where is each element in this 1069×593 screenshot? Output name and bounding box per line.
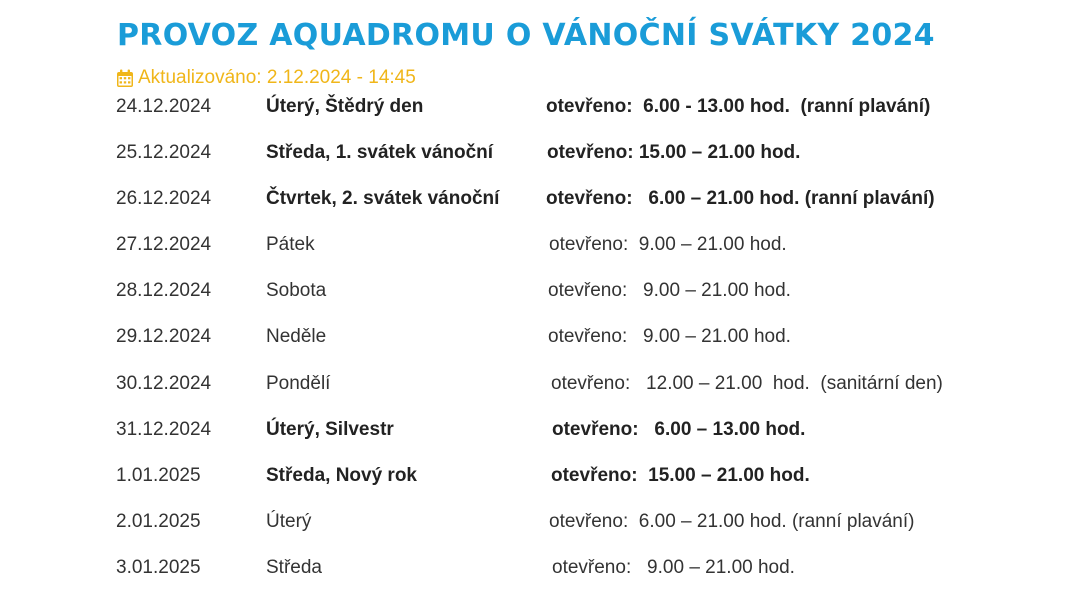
schedule-date: 30.12.2024 bbox=[116, 372, 212, 394]
schedule-row bbox=[0, 499, 1069, 545]
schedule-day: Neděle bbox=[266, 326, 327, 348]
schedule-row bbox=[0, 314, 1069, 360]
schedule-hours: otevřeno: 6.00 – 21.00 hod. (ranní plavání) bbox=[549, 510, 915, 532]
schedule-row bbox=[0, 84, 1069, 130]
schedule-date: 27.12.2024 bbox=[116, 234, 212, 256]
schedule-hours: otevřeno: 15.00 – 21.00 hod. bbox=[547, 142, 801, 164]
schedule-hours: otevřeno: 15.00 – 21.00 hod. bbox=[551, 464, 810, 486]
schedule-day: Středa, 1. svátek vánoční bbox=[266, 142, 494, 164]
schedule-row bbox=[0, 361, 1069, 407]
schedule-day: Pátek bbox=[266, 234, 315, 256]
schedule-day: Úterý, Štědrý den bbox=[266, 96, 424, 117]
schedule-date: 26.12.2024 bbox=[116, 188, 212, 210]
schedule-day: Středa, Nový rok bbox=[266, 464, 417, 486]
schedule-date: 28.12.2024 bbox=[116, 280, 212, 302]
schedule-hours: otevřeno: 9.00 – 21.00 hod. bbox=[549, 234, 787, 256]
schedule-row bbox=[0, 545, 1069, 591]
schedule-date: 24.12.2024 bbox=[116, 96, 212, 117]
schedule-date: 31.12.2024 bbox=[116, 418, 212, 440]
schedule-hours: otevřeno: 9.00 – 21.00 hod. bbox=[552, 556, 795, 578]
schedule-row bbox=[0, 268, 1069, 314]
schedule-row bbox=[0, 407, 1069, 453]
page-title: PROVOZ AQUADROMU O VÁNOČNÍ SVÁTKY 2024 bbox=[117, 18, 935, 53]
schedule-row bbox=[0, 453, 1069, 499]
schedule-row bbox=[0, 176, 1069, 222]
schedule-date: 3.01.2025 bbox=[116, 556, 201, 578]
schedule-day: Čtvrtek, 2. svátek vánoční bbox=[266, 188, 500, 210]
schedule-hours: otevřeno: 9.00 – 21.00 hod. bbox=[548, 326, 791, 348]
schedule-day: Pondělí bbox=[266, 372, 331, 394]
schedule-row bbox=[0, 222, 1069, 268]
schedule-date: 25.12.2024 bbox=[116, 142, 212, 164]
schedule-date: 1.01.2025 bbox=[116, 464, 201, 486]
schedule-day: Úterý bbox=[266, 510, 312, 532]
schedule-hours: otevřeno: 6.00 – 13.00 hod. bbox=[552, 418, 806, 440]
schedule-date: 2.01.2025 bbox=[116, 510, 201, 532]
schedule-hours: otevřeno: 6.00 – 21.00 hod. (ranní plavání) bbox=[546, 188, 935, 210]
schedule-row bbox=[0, 130, 1069, 176]
schedule-date: 29.12.2024 bbox=[116, 326, 212, 348]
schedule-hours: otevřeno: 6.00 - 13.00 hod. (ranní plavání) bbox=[546, 96, 931, 117]
last-updated-text: Aktualizováno: 2.12.2024 - 14:45 bbox=[138, 67, 416, 88]
schedule-day: Sobota bbox=[266, 280, 327, 302]
schedule-hours: otevřeno: 9.00 – 21.00 hod. bbox=[548, 280, 791, 302]
schedule-day: Středa bbox=[266, 556, 322, 578]
schedule-table bbox=[0, 84, 1069, 591]
schedule-day: Úterý, Silvestr bbox=[266, 418, 394, 440]
schedule-hours: otevřeno: 12.00 – 21.00 hod. (sanitární den) bbox=[551, 372, 943, 394]
